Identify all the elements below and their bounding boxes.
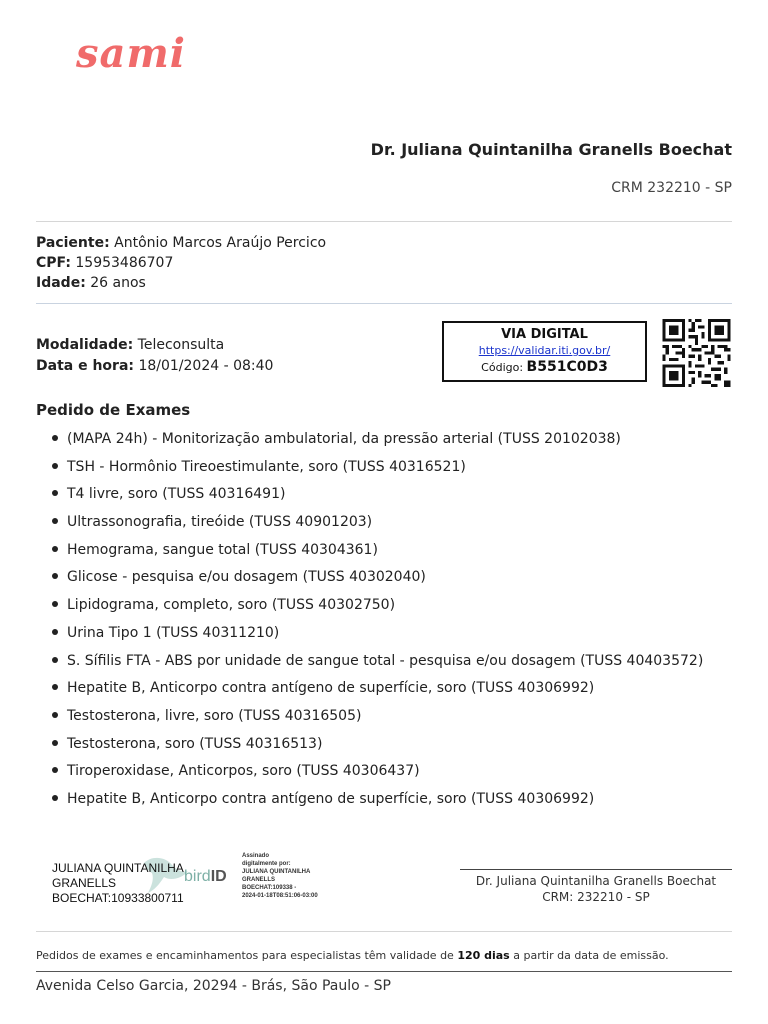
signed-note: Assinado digitalmente por: JULIANA QUINTANILHA GRANELLS BOECHAT:109338 - 2024-01-18T08:51:06-03:00 — [242, 853, 318, 899]
digital-copy-box — [442, 321, 647, 382]
cpf-label: CPF: — [36, 255, 71, 271]
list-item — [36, 426, 703, 454]
signature-name-line: BOECHAT:10933800711 — [52, 891, 184, 905]
signature-name-line: GRANELLS — [52, 876, 117, 890]
exam-text: Urina Tipo 1 (TUSS 40311210) — [67, 624, 280, 641]
divider — [36, 303, 732, 304]
patient-age: 26 anos — [90, 275, 146, 291]
modality-value: Teleconsulta — [137, 337, 225, 353]
exam-text: TSH - Hormônio Tireoestimulante, soro (TUSS 40316521) — [67, 458, 466, 475]
exam-text: Testosterona, livre, soro (TUSS 40316505) — [67, 707, 362, 724]
list-item — [36, 786, 703, 814]
exam-text: Glicose - pesquisa e/ou dosagem (TUSS 40302040) — [67, 569, 426, 586]
digital-signature-name — [52, 861, 184, 906]
signature-doctor-crm: CRM: 232210 - SP — [542, 890, 650, 904]
list-item — [36, 703, 703, 731]
doctor-name: Dr. Juliana Quintanilha Granells Boechat — [370, 140, 732, 159]
list-item — [36, 537, 703, 565]
validation-link[interactable]: https://validar.iti.gov.br/ — [478, 344, 611, 357]
list-item — [36, 675, 703, 703]
exam-text: T4 livre, soro (TUSS 40316491) — [67, 486, 286, 503]
list-item — [36, 620, 703, 648]
exam-text: Ultrassonografia, tireóide (TUSS 40901203) — [67, 514, 373, 531]
exam-text: Testosterona, soro (TUSS 40316513) — [67, 735, 323, 752]
birdid-logo — [184, 868, 227, 886]
sami-logo: sami — [76, 30, 186, 77]
datetime-value: 18/01/2024 - 08:40 — [138, 358, 274, 374]
bird-id-text: ID — [210, 868, 227, 885]
exam-text: Hepatite B, Anticorpo contra antígeno de superfície, soro (TUSS 40306992) — [67, 680, 595, 697]
validity-days: 120 dias — [457, 949, 510, 962]
divider — [36, 931, 732, 932]
patient-info — [36, 233, 326, 293]
qr-code-icon — [661, 319, 732, 387]
signature-doctor-name: Dr. Juliana Quintanilha Granells Boechat — [475, 874, 717, 888]
list-item — [36, 481, 703, 509]
exam-text: S. Sífilis FTA - ABS por unidade de sangue total - pesquisa e/ou dosagem (TUSS 40403572) — [67, 652, 704, 669]
age-label: Idade: — [36, 275, 86, 291]
exam-text: Hepatite B, Anticorpo contra antígeno de superfície, soro (TUSS 40306992) — [67, 790, 595, 807]
list-item — [36, 731, 703, 759]
clinic-address: Avenida Celso Garcia, 20294 - Brás, São Paulo - SP — [36, 978, 391, 994]
list-item — [36, 758, 703, 786]
list-item — [36, 592, 703, 620]
doctor-crm: CRM 232210 - SP — [611, 180, 732, 196]
code-label: Código: — [481, 361, 524, 374]
exams-title: Pedido de Exames — [36, 401, 191, 419]
modality-label: Modalidade: — [36, 337, 134, 353]
patient-name-label: Paciente: — [36, 235, 110, 251]
signature-name-line: JULIANA QUINTANILHA — [52, 861, 184, 875]
exam-text: (MAPA 24h) - Monitorização ambulatorial, da pressão arterial (TUSS 20102038) — [67, 431, 621, 447]
exam-text: Lipidograma, completo, soro (TUSS 40302750) — [67, 597, 396, 614]
validity-text: a partir da data de emissão. — [509, 949, 669, 962]
list-item — [36, 454, 703, 482]
validity-text: Pedidos de exames e encaminhamentos para especialistas têm validade de — [36, 949, 458, 962]
signature-line — [460, 869, 732, 870]
patient-name: Antônio Marcos Araújo Percico — [114, 235, 327, 251]
exam-text: Tiroperoxidase, Anticorpos, soro (TUSS 40306437) — [67, 763, 420, 780]
digital-copy-title: VIA DIGITAL — [501, 327, 588, 342]
exam-list — [36, 426, 703, 814]
list-item — [36, 648, 703, 676]
validity-note — [36, 949, 669, 962]
validation-code: B551C0D3 — [526, 359, 608, 375]
divider — [36, 221, 732, 222]
list-item — [36, 564, 703, 592]
validation-code-row — [444, 359, 645, 375]
patient-cpf: 15953486707 — [75, 255, 174, 271]
datetime-label: Data e hora: — [36, 358, 134, 374]
consultation-info — [36, 335, 273, 377]
divider — [36, 971, 732, 972]
exam-text: Hemograma, sangue total (TUSS 40304361) — [67, 541, 378, 558]
bird-text: bird — [184, 868, 211, 885]
list-item — [36, 509, 703, 537]
